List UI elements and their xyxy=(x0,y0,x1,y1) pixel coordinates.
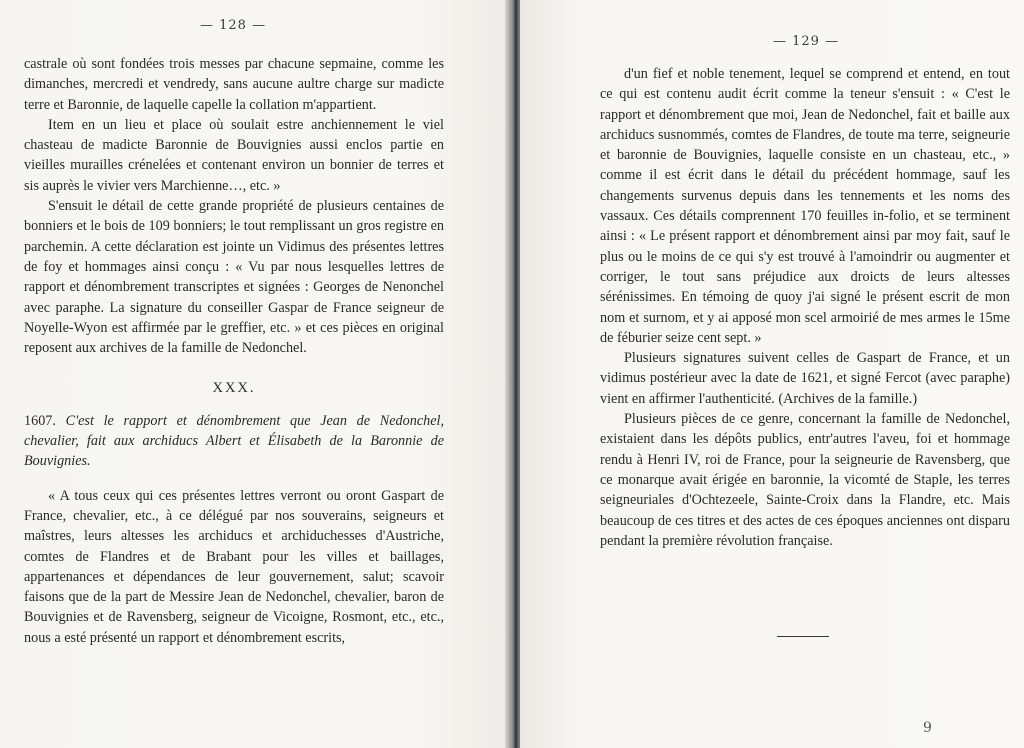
right-page xyxy=(520,0,1024,748)
page-number-128: — 128 — xyxy=(200,18,267,33)
right-page-text xyxy=(600,64,1010,551)
entry-date: 1607. xyxy=(24,412,56,429)
quote-paragraph: « A tous ceux qui ces présentes lettres verront ou oront Gaspart de France, chevalier, etc., à ce délégué par nos souverains, seigneurs et maîstres, leurs altesses les archiducs et archiduchesses d'Austriche, comtes de Flandres et de Brabant pour les villes et baillages, appartenances et dépendances de leur gouvernement, salut; scavoir faisons que de la part de Messire Jean de Nedonchel, chevalier, baron de Bouvignies et de Ravensberg, seigneur de Vicoigne, Rosmont, etc., etc., nous a esté présenté un rapport et dénombrement escrits, xyxy=(24,487,444,646)
paragraph: castrale où sont fondées trois messes par chacune sepmaine, comme les dimanches, mercredi et vendredy, sans aucune aultre charge sur madicte terre et Baronnie, de laquelle capelle la collation m'appartient. xyxy=(24,56,444,113)
paragraph: Item en un lieu et place où soulait estre anchiennement le viel chasteau de madicte Baronnie de Bouvignies aussi enclos partie en vieilles murailles crénelées et contenant environ un bonnier de terres et sis auprès le vivier vers Marchienne…, etc. » xyxy=(24,116,444,194)
end-rule xyxy=(777,636,829,637)
sheet-number: 9 xyxy=(923,720,932,736)
paragraph: d'un fief et noble tenement, lequel se comprend et entend, en tout ce qui est contenu audit écrit comme la teneur s'ensuit : « C'est le rapport et dénombrement que moi, Jean de Nedonchel, fait et baille aux archiducs susnommés, comtes de Flandres, de toute ma terre, seigneurie et baronnie de Bouvignies, laquelle consiste en un chasteau, etc., » comme il est écrit dans le détail du précédent hommage, sauf les changements survenus depuis dans les tennements et les noms des vassaux. Ces détails comprennent 170 feuilles in-folio, et se terminent ainsi : « Le présent rapport et dénombrement ainsi par moy fait, sauf le plus ou le moins de ce qui s'y est trouvé à l'amoindrir ou augmenter et corriger, le tout sans préjudice aux droicts de leurs altesses sérénissimes. En témoing de quoy j'ai signé le présent escrit de mon nom et surnom, et y ai apposé mon scel armoirié de mes armes le 15me de féburier seize cent sept. » xyxy=(600,66,1010,346)
paragraph: Plusieurs signatures suivent celles de Gaspart de France, et un vidimus postérieur avec la date de 1621, et signé Fercot (avec paraphe) vient en affirmer l'authenticité. (Archives de la famille.) xyxy=(600,350,1010,407)
section-heading: XXX. xyxy=(212,380,256,397)
page-number-129: — 129 — xyxy=(773,34,840,49)
left-page xyxy=(0,0,510,748)
paragraph: S'ensuit le détail de cette grande propriété de plusieurs centaines de bonniers et le bois de 109 bonniers; le tout remplissant un gros registre en parchemin. A cette déclaration est jointe un Vidimus des présentes lettres de foy et hommages ainsi conçu : « Vu par nous lesquelles lettres de rapport et dénombrement transcriptes et signées : Georges de Nenonchel avec paraphe. La signature du conseiller Gaspar de France seigneur de Noyelle-Wyon est affirmée par le greffier, etc. » et ces pièces en original reposent aux archives de la famille de Nedonchel. xyxy=(24,198,444,357)
entry-title-text: C'est le rapport et dénombrement que Jean de Nedonchel, chevalier, fait aux archiducs Albert et Élisabeth de la Baronnie de Bouvignies. xyxy=(24,412,444,470)
entry-title xyxy=(24,411,444,472)
left-page-text xyxy=(24,54,444,648)
paragraph: Plusieurs pièces de ce genre, concernant la famille de Nedonchel, existaient dans les dépôts publics, entr'autres l'aveu, foi et hommage rendu à Henri IV, roi de France, pour la seigneurie de Ravensberg, que ce monarque avait érigée en baronnie, la vicomté de Staple, les terres seigneuriales d'Ochtezeele, Sainte-Croix dans la Flandre, etc. Mais beaucoup de ces titres et des actes de ces époques anciennes ont disparu pendant la première révolution française. xyxy=(600,411,1010,549)
